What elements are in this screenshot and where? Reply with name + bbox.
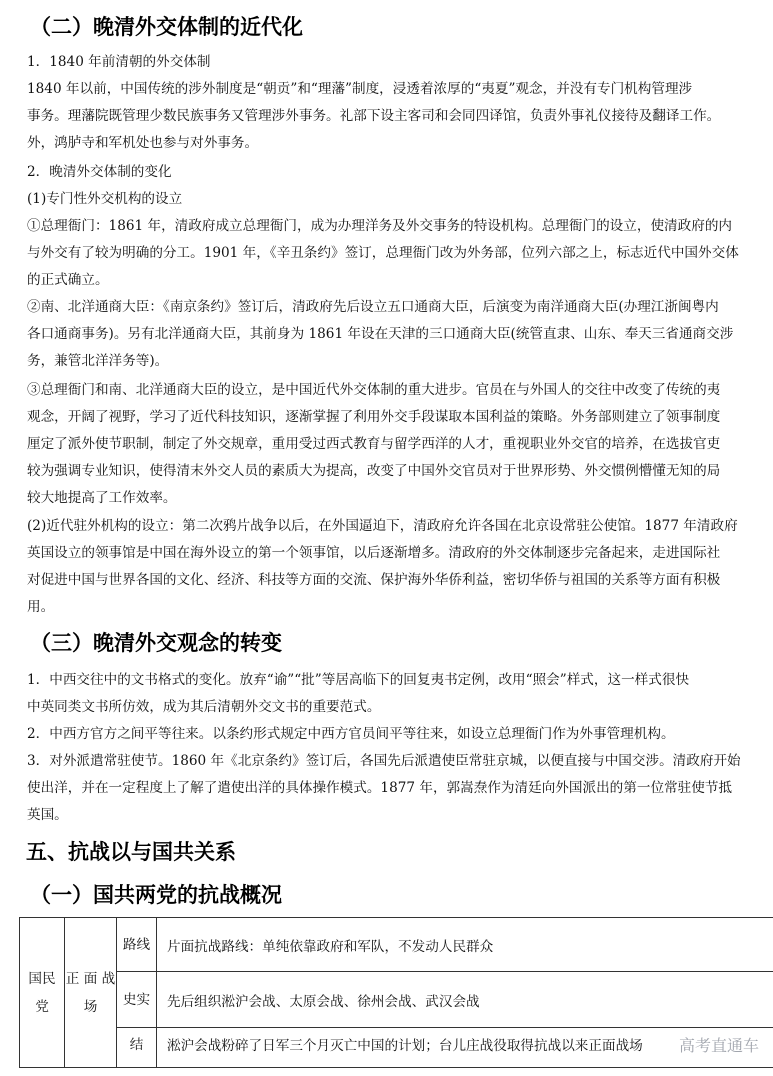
paragraph-line: 较大地提高了工作效率。 [27,490,177,506]
paragraph-line: 事务。理藩院既管理少数民族事务又管理涉外事务。礼部下设主客司和会同四译馆，负责外事礼仪接待及翻译工作。 [27,108,721,124]
paragraph-line: 英国设立的领事馆是中国在海外设立的第一个领事馆，以后逐渐增多。清政府的外交体制逐步完备起来，走进国际社 [27,545,721,561]
battlefield-cell: 正 面 战场 [65,918,117,1068]
paragraph-line: 务，兼管北洋洋务等)。 [27,353,169,369]
paragraph-line: ①总理衙门：1861 年，清政府成立总理衙门，成为办理洋务及外交事务的特设机构。总理衙门的设立，使清政府的内 [27,218,733,234]
subheading-pre-1840: 1．1840 年前清朝的外交体制 [27,54,211,70]
aspect-cell: 路线 [117,918,157,972]
party-cell: 国民党 [20,918,65,1068]
content-cell: 片面抗战路线：单纯依靠政府和军队，不发动人民群众 [157,918,773,972]
paragraph-line: 3．对外派遣常驻使节。1860 年《北京条约》签订后，各国先后派遣使臣常驻京城，以便直接与中国交涉。清政府开始 [27,753,741,769]
paragraph-line: 的正式确立。 [27,272,109,288]
paragraph-line: 与外交有了较为明确的分工。1901 年，《辛丑条约》签订，总理衙门改为外务部，位列六部之上，标志近代中国外交体 [27,245,739,261]
table-row [20,1028,773,1068]
aspect-cell: 史实 [117,972,157,1028]
paragraph-line: 2．中西方官方之间平等往来。以条约形式规定中西方官员间平等往来，如设立总理衙门作为外事管理机构。 [27,726,675,742]
paragraph-line: ②南、北洋通商大臣：《南京条约》签订后，清政府先后设立五口通商大臣，后演变为南洋通商大臣(办理江浙闽粤内 [27,299,719,315]
subheading-agencies: (1)专门性外交机构的设立 [27,191,183,207]
paragraph-line: 中英同类文书所仿效，成为其后清朝外交文书的重要范式。 [27,699,381,715]
paragraph-line: 观念，开阔了视野，学习了近代科技知识，逐渐掌握了利用外交手段谋取本国利益的策略。外务部则建立了领事制度 [27,409,721,425]
content-cell: 淞沪会战粉碎了日军三个月灭亡中国的计划；台儿庄战役取得抗战以来正面战场 [157,1028,773,1068]
chapter-heading-war-of-resistance: 五、抗战以与国共关系 [26,840,236,864]
section-heading-overview: （一）国共两党的抗战概况 [30,883,282,907]
watermark: 高考直通车 [678,1036,759,1055]
table-row [20,972,773,1028]
paragraph-line: 英国。 [27,807,68,823]
table-row [20,918,773,972]
paragraph-line: 1840 年以前，中国传统的涉外制度是“朝贡”和“理藩”制度，浸透着浓厚的“夷夏”观念，并没有专门机构管理涉 [27,81,693,97]
paragraph-line: ③总理衙门和南、北洋通商大臣的设立，是中国近代外交体制的重大进步。官员在与外国人的交往中改变了传统的夷 [27,382,721,398]
subheading-changes: 2．晚清外交体制的变化 [27,164,172,180]
paragraph-line: 1．中西交往中的文书格式的变化。放弃“谕”“批”等居高临下的回复夷书定例，改用“照会”样式，这一样式很快 [27,672,690,688]
section-heading-diplomatic-concepts: （三）晚清外交观念的转变 [30,631,282,655]
paragraph-line: 对促进中国与世界各国的文化、经济、科技等方面的交流、保护海外华侨利益，密切华侨与祖国的关系等方面有积极 [27,572,721,588]
section-heading-late-qing-diplomacy: （二）晚清外交体制的近代化 [30,15,303,39]
overview-table [19,917,773,1068]
paragraph-line: 使出洋，并在一定程度上了解了遣使出洋的具体操作模式。1877 年，郭嵩焘作为清廷向外国派出的第一位常驻使节抵 [27,780,733,796]
paragraph-line: 厘定了派外使节职制，制定了外交规章，重用受过西式教育与留学西洋的人才，重视职业外交官的培养，在选拔官吏 [27,436,721,452]
paragraph-line: 用。 [27,599,55,615]
paragraph-line: 较为强调专业知识，使得清末外交人员的素质大为提高，改变了中国外交官员对于世界形势、外交惯例懵懂无知的局 [27,463,721,479]
aspect-cell: 结 [117,1028,157,1068]
paragraph-line: 外，鸿胪寺和军机处也参与对外事务。 [27,135,259,151]
content-cell: 先后组织淞沪会战、太原会战、徐州会战、武汉会战 [157,972,773,1028]
paragraph-line: 各口通商事务)。另有北洋通商大臣，其前身为 1861 年设在天津的三口通商大臣(统管直隶、山东、奉天三省通商交涉 [27,326,734,342]
paragraph-line: (2)近代驻外机构的设立：第二次鸦片战争以后，在外国逼迫下，清政府允许各国在北京设常驻公使馆。1877 年清政府 [27,518,738,534]
